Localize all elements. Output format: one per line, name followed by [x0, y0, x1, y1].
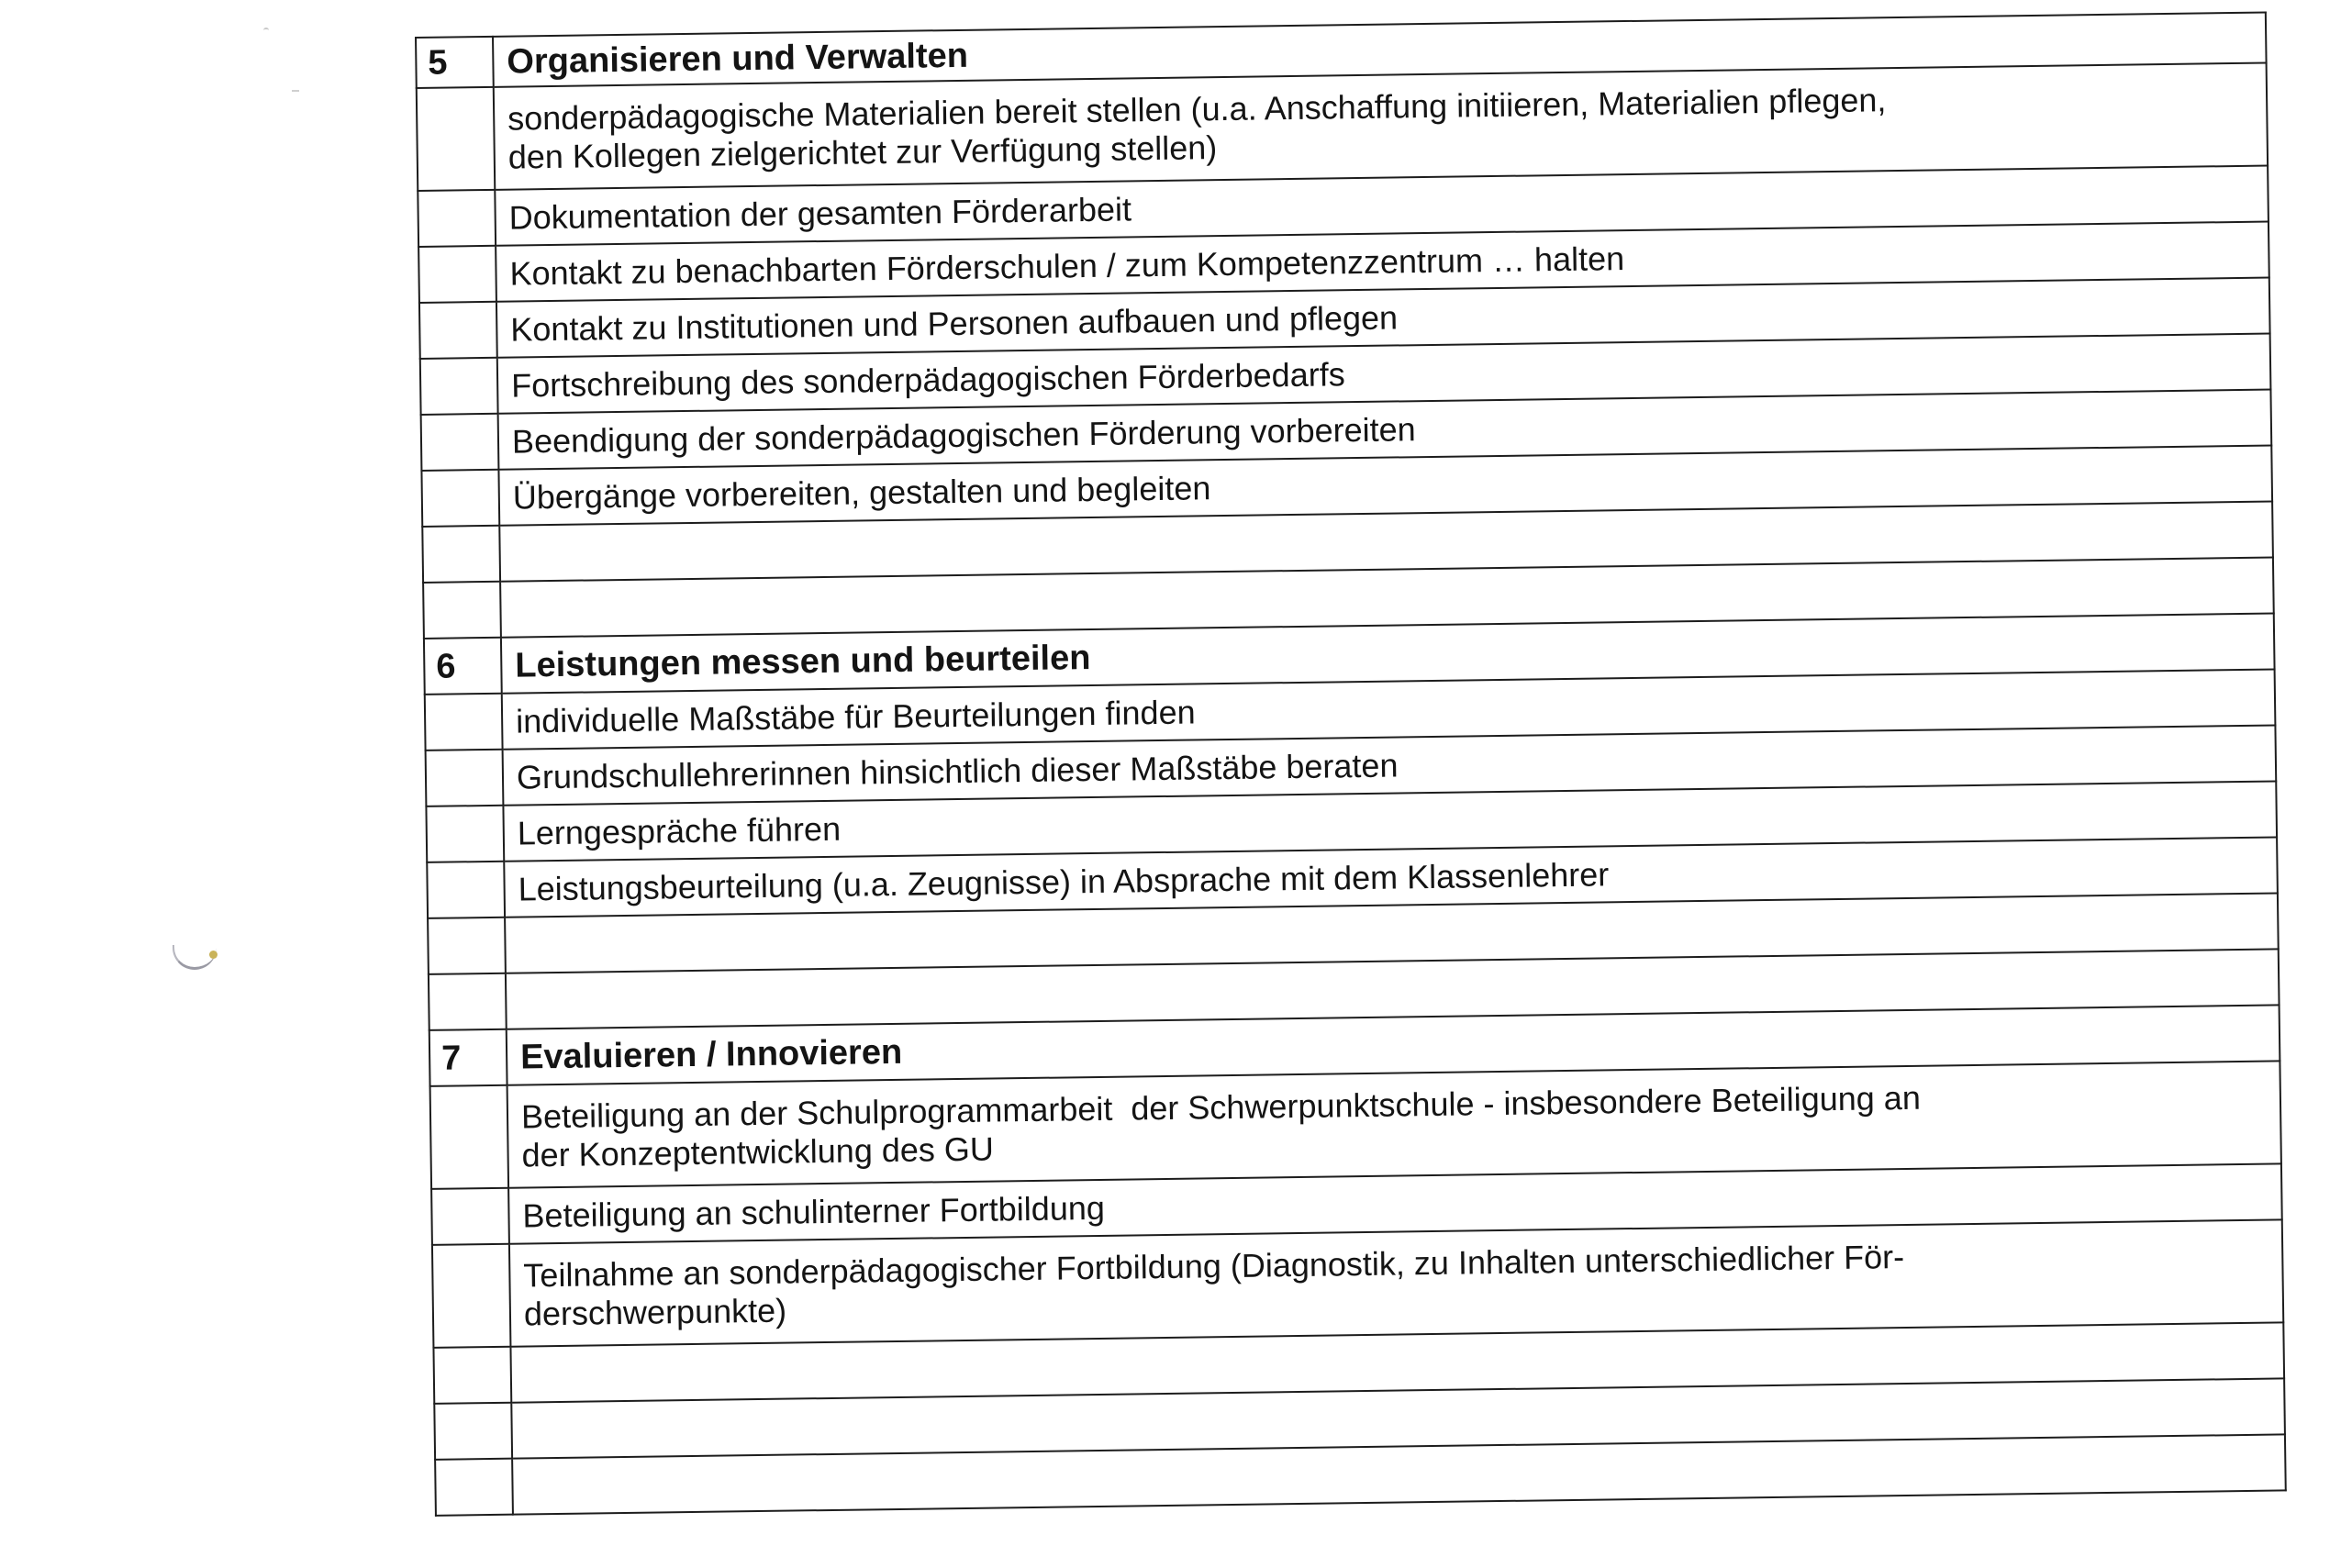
item-text-line: der Konzeptentwicklung des GU: [521, 1129, 995, 1174]
empty-mark-cell[interactable]: [428, 917, 506, 974]
item-mark-cell[interactable]: [420, 358, 498, 415]
item-mark-cell[interactable]: [426, 750, 504, 806]
item-text-line: Übergänge vorbereiten, gestalten und begleiten: [512, 468, 1211, 517]
empty-mark-cell[interactable]: [434, 1403, 512, 1460]
item-text-line: Dokumentation der gesamten Förderarbeit: [508, 189, 1132, 237]
item-text-line: Leistungsbeurteilung (u.a. Zeugnisse) in Absprache mit dem Klassenlehrer: [518, 854, 1610, 908]
item-text-line: derschwerpunkte): [523, 1291, 787, 1333]
item-mark-cell[interactable]: [431, 1188, 509, 1245]
section-title: Organisieren und Verwalten: [493, 13, 2267, 87]
item-text-line: Grundschullehrerinnen hinsichtlich dieser Maßstäbe beraten: [516, 745, 1399, 796]
item-text-line: individuelle Maßstäbe für Beurteilungen finden: [515, 692, 1196, 740]
competency-table: [415, 12, 2287, 1517]
section-number: 6: [424, 638, 502, 695]
empty-mark-cell[interactable]: [433, 1347, 511, 1404]
empty-mark-cell[interactable]: [423, 582, 501, 639]
item-text-line: Lerngespräche führen: [517, 809, 842, 852]
item-text-line: den Kollegen zielgerichtet zur Verfügung stellen): [507, 128, 1218, 176]
scan-speck-left: [292, 90, 299, 92]
empty-mark-cell[interactable]: [429, 973, 507, 1030]
item-text-line: Beteiligung an der Schulprogrammarbeit der Schwerpunktschule - insbesondere Beteiligung an: [520, 1078, 1922, 1136]
item-text-line: Kontakt zu benachbarten Förderschulen / zum Kompetenzzentrum … halten: [509, 239, 1625, 293]
section-number: 7: [429, 1029, 507, 1086]
item-mark-cell[interactable]: [425, 694, 503, 751]
section-title: Leistungen messen und beurteilen: [501, 613, 2275, 693]
scan-speck-top: [263, 28, 269, 33]
section-title: Evaluieren / Innovieren: [507, 1005, 2280, 1084]
item-mark-cell[interactable]: [418, 246, 496, 303]
item-mark-cell[interactable]: [417, 87, 496, 191]
item-text-line: Beendigung der sonderpädagogischen Förderung vorbereiten: [511, 409, 1416, 461]
item-mark-cell[interactable]: [427, 862, 505, 918]
item-mark-cell[interactable]: [426, 806, 504, 862]
item-text-line: Beteiligung an schulinterner Fortbildung: [522, 1188, 1106, 1235]
item-text-line: Fortschreibung des sonderpädagogischen Förderbedarfs: [510, 354, 1345, 405]
item-mark-cell[interactable]: [421, 470, 499, 527]
item-text-line: sonderpädagogische Materialien bereit stellen (u.a. Anschaffung initiieren, Materialien pflegen,: [507, 81, 1887, 138]
item-mark-cell[interactable]: [430, 1085, 509, 1189]
item-text-line: Kontakt zu Institutionen und Personen aufbauen und pflegen: [510, 297, 1399, 349]
section-number: 5: [416, 37, 494, 88]
item-mark-cell[interactable]: [419, 302, 497, 359]
item-text-line: Teilnahme an sonderpädagogischer Fortbildung (Diagnostik, zu Inhalten unterschiedlicher För-: [523, 1238, 1905, 1295]
form-sheet: [415, 12, 2287, 1517]
item-mark-cell[interactable]: [432, 1244, 511, 1348]
scan-speck-yellow: [209, 951, 217, 959]
empty-mark-cell[interactable]: [435, 1459, 513, 1516]
item-mark-cell[interactable]: [421, 414, 499, 471]
item-mark-cell[interactable]: [418, 190, 496, 247]
empty-mark-cell[interactable]: [422, 526, 500, 583]
